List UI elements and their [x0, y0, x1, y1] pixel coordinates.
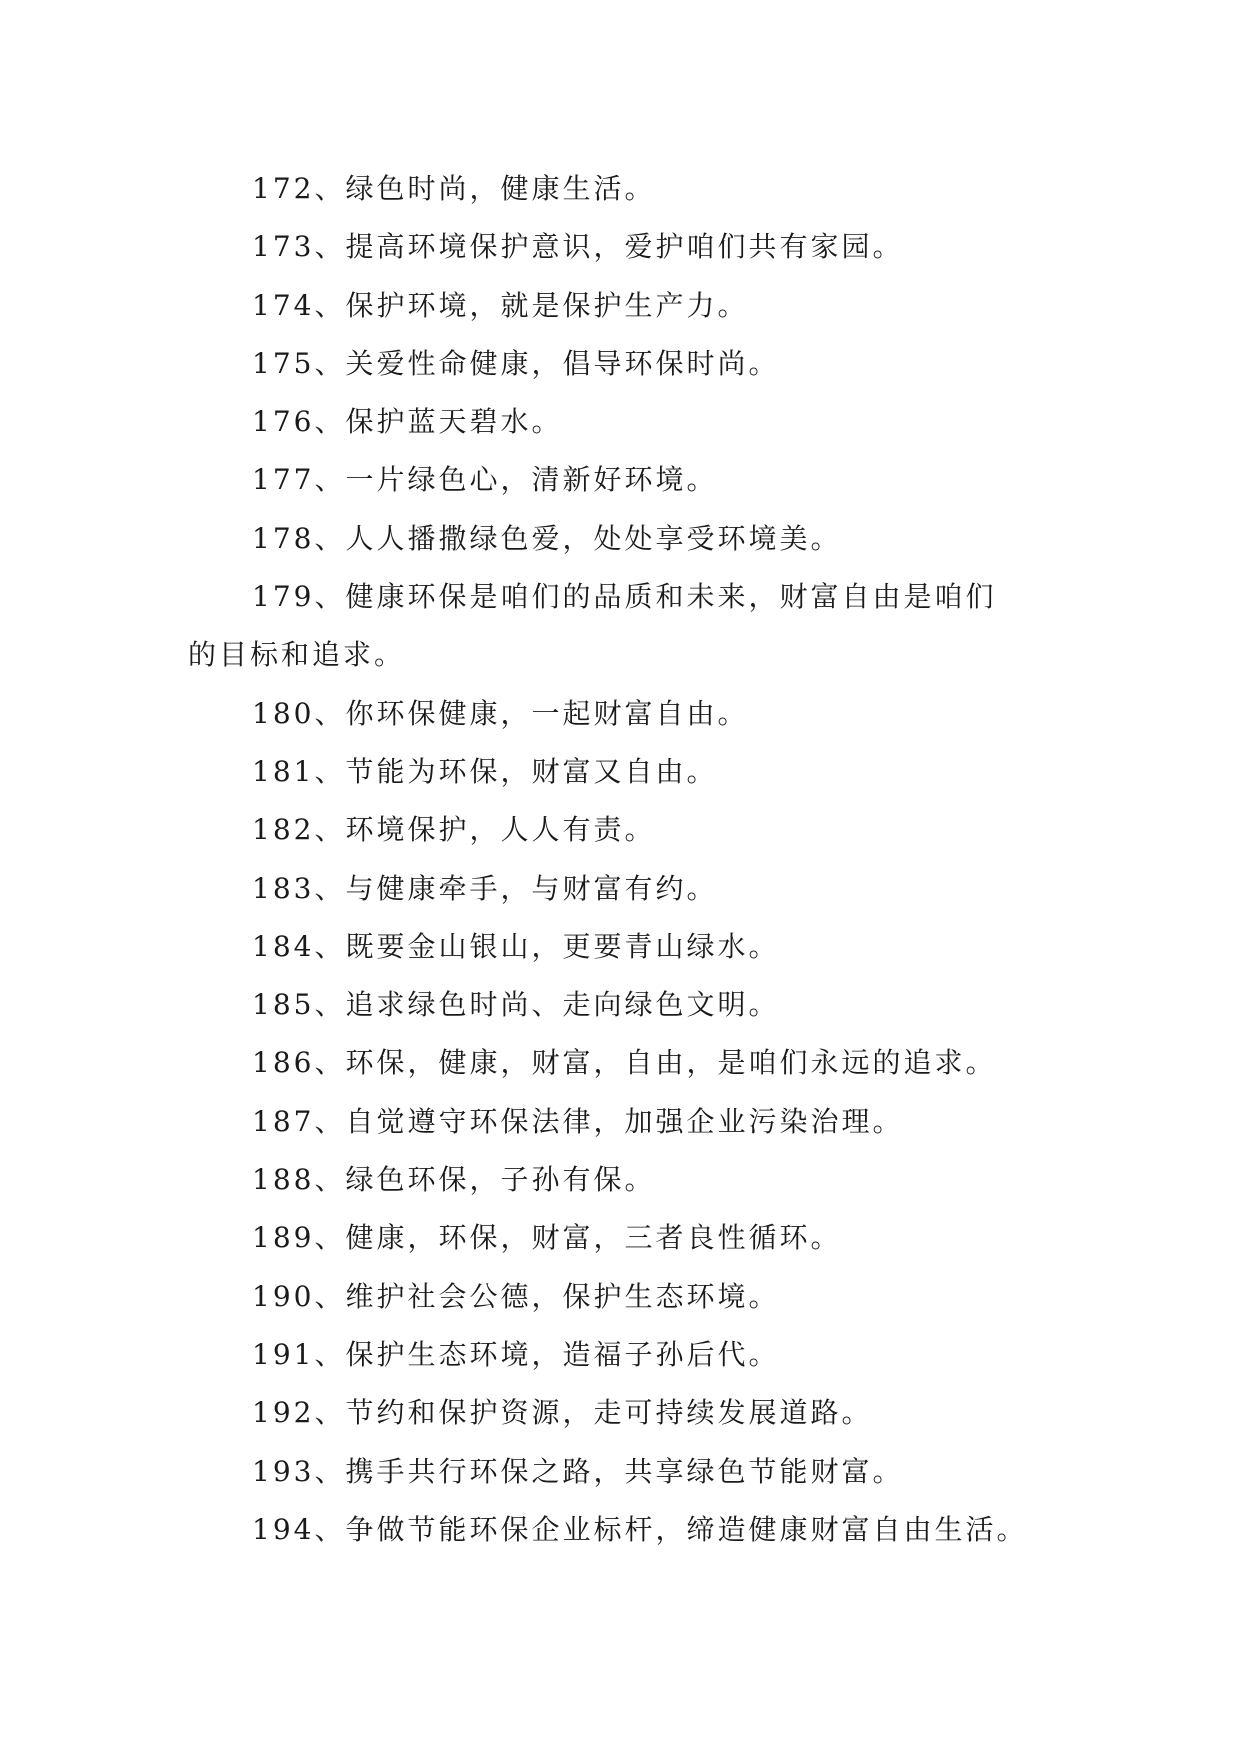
- slogan-187: 187、自觉遵守环保法律，加强企业污染治理。: [252, 1104, 904, 1138]
- slogan-190: 190、维护社会公德，保护生态环境。: [252, 1279, 780, 1313]
- slogan-185: 185、追求绿色时尚、走向绿色文明。: [252, 988, 780, 1022]
- slogan-181: 181、节能为环保，财富又自由。: [252, 754, 718, 788]
- slogan-172: 172、绿色时尚，健康生活。: [252, 172, 656, 205]
- slogan-191: 191、保护生态环境，造福子孙后代。: [252, 1337, 780, 1371]
- slogan-179-continuation: 的目标和追求。: [188, 638, 406, 672]
- slogan-177: 177、一片绿色心，清新好环境。: [252, 463, 718, 497]
- slogan-189: 189、健康，环保，财富，三者良性循环。: [252, 1221, 842, 1255]
- slogan-list: [188, 160, 1068, 1559]
- slogan-178: 178、人人播撒绿色爱，处处享受环境美。: [252, 521, 842, 555]
- slogan-180: 180、你环保健康，一起财富自由。: [252, 696, 749, 730]
- slogan-176: 176、保护蓝天碧水。: [252, 405, 563, 439]
- slogan-179: 179、健康环保是咱们的品质和未来，财富自由是咱们: [252, 580, 997, 614]
- slogan-182: 182、环境保护，人人有责。: [252, 813, 656, 847]
- slogan-192: 192、节约和保护资源，走可持续发展道路。: [252, 1396, 873, 1430]
- slogan-183: 183、与健康牵手，与财富有约。: [252, 871, 718, 905]
- slogan-186: 186、环保，健康，财富，自由，是咱们永远的追求。: [252, 1046, 997, 1080]
- slogan-175: 175、关爱性命健康，倡导环保时尚。: [252, 346, 780, 380]
- slogan-174: 174、保护环境，就是保护生产力。: [252, 288, 749, 322]
- slogan-193: 193、携手共行环保之路，共享绿色节能财富。: [252, 1454, 904, 1488]
- slogan-188: 188、绿色环保，子孙有保。: [252, 1163, 656, 1197]
- slogan-184: 184、既要金山银山，更要青山绿水。: [252, 929, 780, 963]
- slogan-194: 194、争做节能环保企业标杆，缔造健康财富自由生活。: [252, 1512, 1028, 1546]
- slogan-173: 173、提高环境保护意识，爱护咱们共有家园。: [252, 230, 904, 264]
